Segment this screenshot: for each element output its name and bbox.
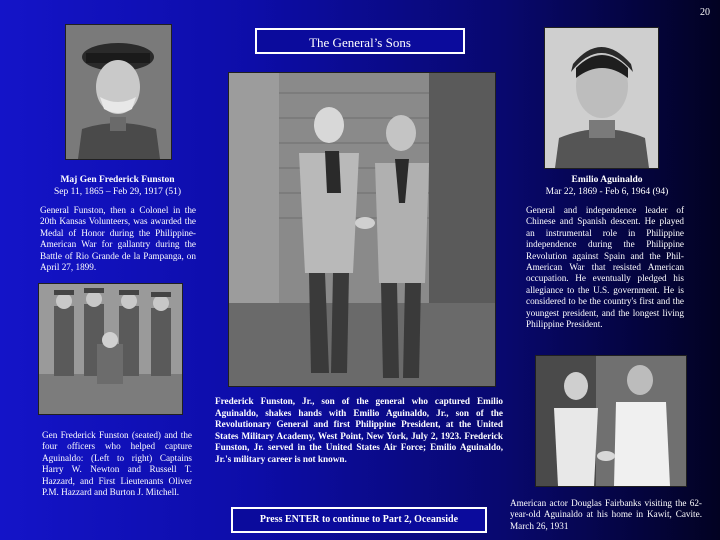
- funston-portrait-image: [66, 25, 171, 159]
- funston-portrait-photo: [65, 24, 172, 160]
- aguinaldo-bio: General and independence leader of Chinese and Spanish descent. He played an instrumental role in Philippine independence during the Philippine Revolution against Spain and the Phil-American War that resisted American occupation. He eventually pledged his allegiance to the U.S. government. He is considered to be the country's first and the youngest president, and the longest living Philippine President.: [526, 205, 684, 330]
- officers-caption: Gen Frederick Funston (seated) and the four officers who helped capture Aguinaldo: (Left to right) Captains Harry W. Newton and Russell T. Hazzard, and First Lieutenants Oliver P.M. Hazzard and Burton J. Mitchell.: [42, 430, 192, 498]
- aguinaldo-portrait-image: [545, 28, 658, 168]
- handshake-image: [229, 73, 495, 386]
- aguinaldo-portrait-photo: [544, 27, 659, 169]
- page-number: 20: [700, 7, 710, 18]
- aguinaldo-dates: Mar 22, 1869 - Feb 6, 1964 (94): [545, 187, 669, 197]
- funston-bio: General Funston, then a Colonel in the 20th Kansas Volunteers, was awarded the Medal of Honor during the Philippine-American War for gallantry during the Battle of Rio Grande de la Pampanga, on April 27, 1899.: [40, 205, 196, 273]
- slide-title: The General’s Sons: [255, 28, 465, 54]
- funston-dates: Sep 11, 1865 – Feb 29, 1917 (51): [53, 187, 182, 197]
- handshake-caption: Frederick Funston, Jr., son of the general who captured Emilio Aguinaldo, shakes hands with Emilio Aguinaldo, Jr., son of the Revolutionary General and first Philippine President, at the United States Military Academy, West Point, New York, July 2, 1923. Frederick Funston, Jr. served in the United States Air Force; Emilio Aguinaldo, Jr.'s military career is not known.: [215, 396, 503, 464]
- fairbanks-caption: American actor Douglas Fairbanks visiting the 62-year-old Aguinaldo at his home in Kawit, Cavite. March 26, 1931: [510, 498, 702, 531]
- aguinaldo-name: Emilio Aguinaldo: [571, 175, 643, 185]
- officers-group-photo: [38, 283, 183, 415]
- fairbanks-visit-photo: [535, 355, 687, 487]
- funston-name: Maj Gen Frederick Funston: [60, 175, 175, 185]
- continue-part-2-button[interactable]: Press ENTER to continue to Part 2, Oceanside: [231, 507, 487, 533]
- officers-group-image: [39, 284, 182, 414]
- handshake-photo: [228, 72, 496, 387]
- fairbanks-visit-image: [536, 356, 686, 486]
